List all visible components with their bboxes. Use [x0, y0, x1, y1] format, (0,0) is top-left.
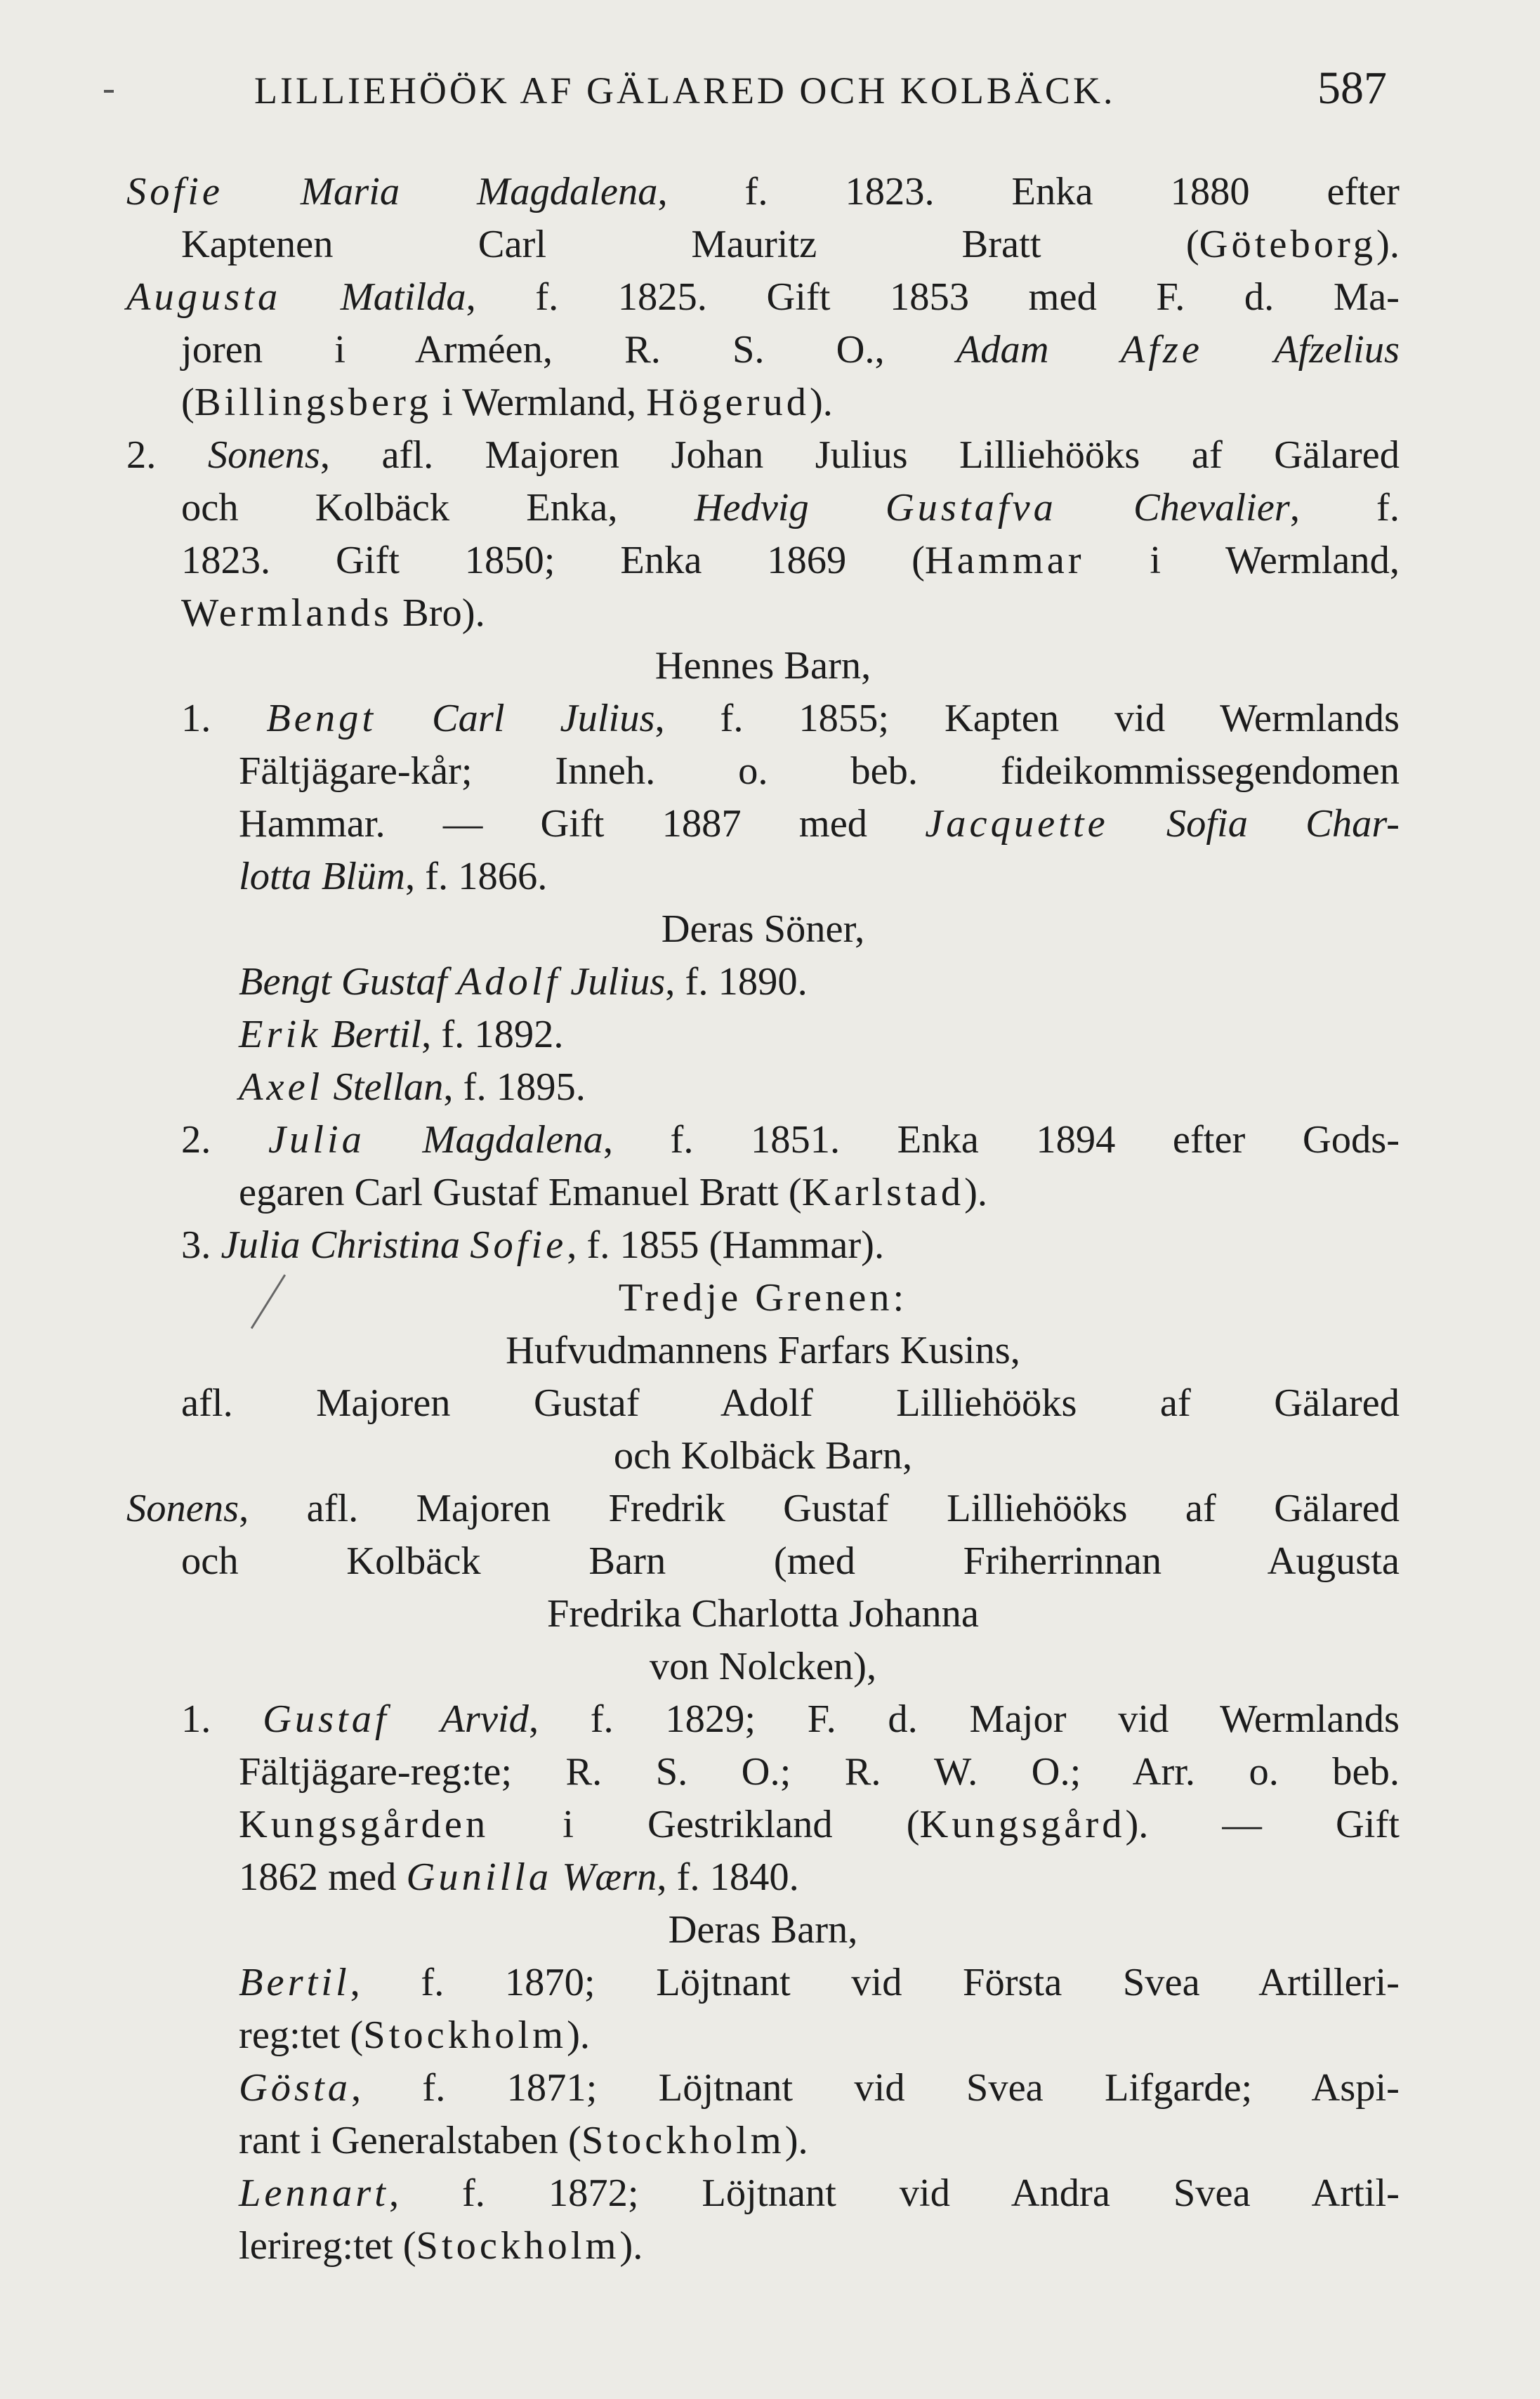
text-line: 1. Gustaf Arvid, f. 1829; F. d. Major vid Wermlands — [181, 1697, 1400, 1741]
page-body — [126, 166, 1400, 2273]
text-line: Deras Barn, — [668, 1908, 858, 1952]
text-line: och Kolbäck Enka, Hedvig Gustafva Chevalier, f. — [181, 486, 1400, 530]
text-line: och Kolbäck Barn, — [613, 1434, 913, 1478]
text-line: 1. Bengt Carl Julius, f. 1855; Kapten vid Wermlands — [181, 697, 1400, 740]
text-line: Bengt Gustaf Adolf Julius, f. 1890. — [239, 960, 808, 1004]
text-line: Gösta, f. 1871; Löjtnant vid Svea Lifgarde; Aspi- — [239, 2066, 1400, 2110]
text-line: 1862 med Gunilla Wærn, f. 1840. — [239, 1855, 799, 1899]
text-line: Augusta Matilda, f. 1825. Gift 1853 med F. d. Ma- — [126, 275, 1400, 319]
text-line: Hennes Barn, — [654, 644, 871, 688]
text-line: Lennart, f. 1872; Löjtnant vid Andra Svea Artil- — [239, 2171, 1400, 2215]
text-line: rant i Generalstaben (Stockholm). — [239, 2119, 808, 2162]
text-line: Hammar. — Gift 1887 med Jacquette Sofia Char- — [239, 802, 1400, 846]
text-line: egaren Carl Gustaf Emanuel Bratt (Karlstad). — [239, 1171, 988, 1214]
text-line: Kaptenen Carl Mauritz Bratt (Göteborg). — [181, 223, 1400, 266]
text-line: Wermlands Bro). — [181, 591, 485, 635]
text-line: Fältjägare-reg:te; R. S. O.; R. W. O.; Arr. o. beb. — [239, 1750, 1400, 1794]
text-line: afl. Majoren Gustaf Adolf Lilliehööks af Gälared — [181, 1381, 1400, 1425]
text-line: Kungsgården i Gestrikland (Kungsgård). — Gift — [239, 1803, 1400, 1846]
running-title: LILLIEHÖÖK AF GÄLARED OCH KOLBÄCK. — [254, 70, 1116, 112]
text-line: Erik Bertil, f. 1892. — [239, 1013, 564, 1056]
text-line: 2. Julia Magdalena, f. 1851. Enka 1894 efter Gods- — [181, 1118, 1400, 1162]
text-line: Hufvudmannens Farfars Kusins, — [506, 1329, 1020, 1372]
text-line: Fältjägare-kår; Inneh. o. beb. fideikommissegendomen — [239, 749, 1400, 793]
text-line: Sonens, afl. Majoren Fredrik Gustaf Lilliehööks af Gälared — [126, 1487, 1400, 1530]
running-header — [176, 62, 1387, 125]
text-line: lerireg:tet (Stockholm). — [239, 2224, 643, 2268]
text-line: Axel Stellan, f. 1895. — [239, 1065, 586, 1109]
text-line: Fredrika Charlotta Johanna — [546, 1592, 980, 1636]
text-line: 3. Julia Christina Sofie, f. 1855 (Hammar). — [181, 1223, 885, 1267]
text-line: lotta Blüm, f. 1866. — [239, 855, 548, 898]
text-line: reg:tet (Stockholm). — [239, 2013, 591, 2057]
text-line: och Kolbäck Barn (med Friherrinnan Augusta — [181, 1539, 1400, 1583]
text-line: Sofie Maria Magdalena, f. 1823. Enka 1880 efter — [126, 170, 1400, 213]
text-line: Bertil, f. 1870; Löjtnant vid Första Svea Artilleri- — [239, 1961, 1400, 2004]
page-number: 587 — [1317, 63, 1387, 114]
text-line: von Nolcken), — [649, 1645, 877, 1688]
text-line: joren i Arméen, R. S. O., Adam Afze Afzelius — [181, 328, 1400, 372]
margin-dash — [104, 90, 114, 93]
text-line: 2. Sonens, afl. Majoren Johan Julius Lilliehööks af Gälared — [126, 433, 1400, 477]
text-line: (Billingsberg i Wermland, Högerud). — [181, 381, 833, 424]
text-line: Deras Söner, — [661, 907, 865, 951]
text-line: 1823. Gift 1850; Enka 1869 (Hammar i Wermland, — [181, 539, 1400, 582]
text-line: Tredje Grenen: — [618, 1276, 908, 1320]
